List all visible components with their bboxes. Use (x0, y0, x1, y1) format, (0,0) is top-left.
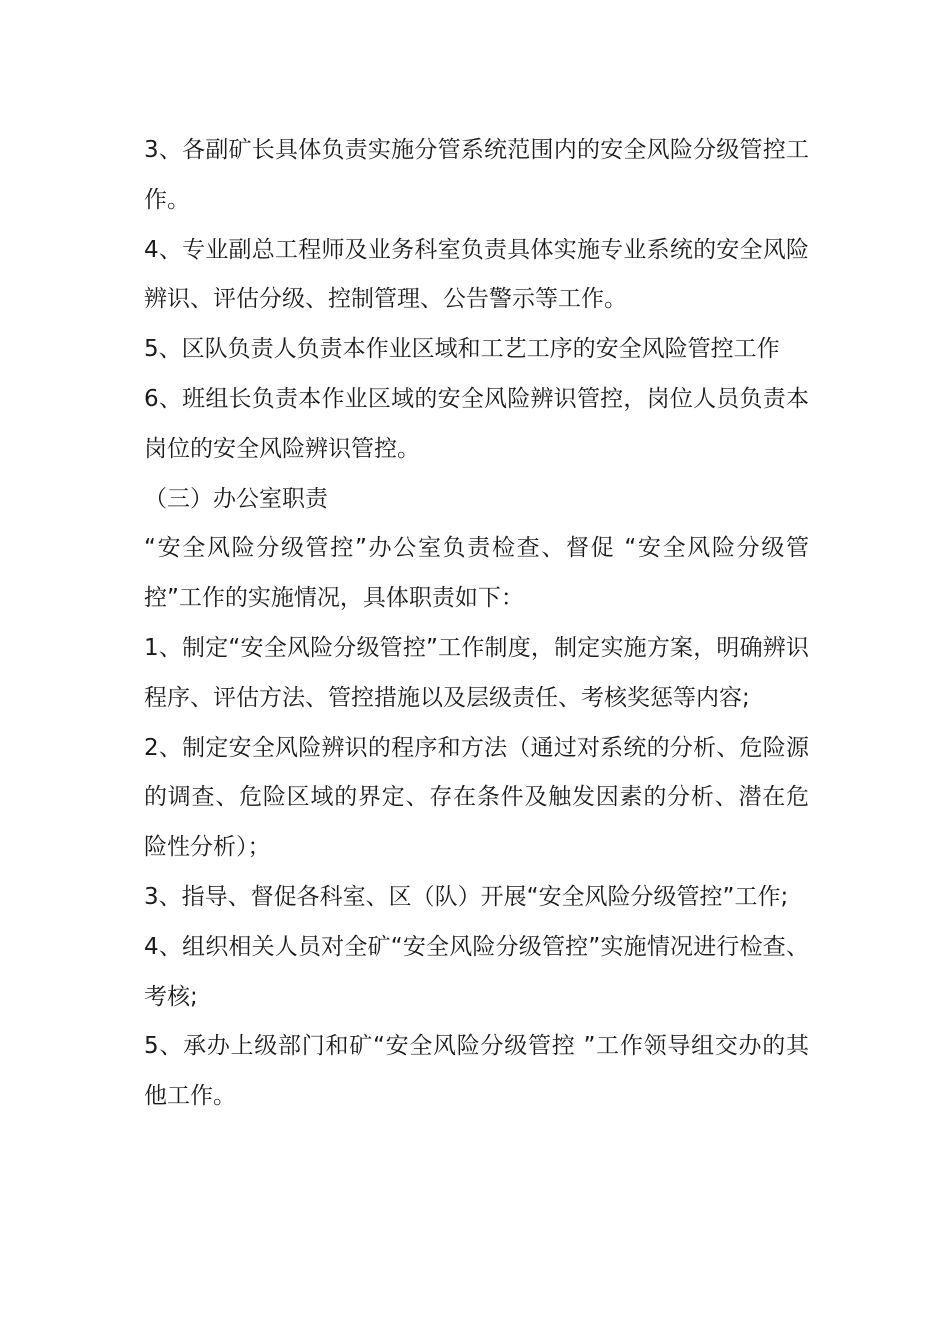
section-heading-office-duties: （三）办公室职责 (144, 485, 328, 512)
paragraph-duty-5: 5、承办上级部门和矿“安全风险分级管控 ”工作领导组交办的其他工作。 (144, 1033, 809, 1110)
paragraph-duty-2: 2、制定安全风险辨识的程序和方法（通过对系统的分析、危险源的调查、危险区域的界定、存在条件及触发因素的分析、潜在危险性分析）； (144, 734, 809, 861)
paragraph-group-leaders: 6、班组长负责本作业区域的安全风险辨识管控，岗位人员负责本岗位的安全风险辨识管控。 (144, 385, 809, 462)
paragraph-duty-4: 4、组织相关人员对全矿“安全风险分级管控”实施情况进行检查、考核; (144, 933, 809, 1010)
paragraph-duty-1: 1、制定“安全风险分级管控”工作制度，制定实施方案，明确辨识程序、评估方法、管控措施以及层级责任、考核奖惩等内容; (144, 634, 809, 711)
paragraph-vice-mine-managers: 3、各副矿长具体负责实施分管系统范围内的安全风险分级管控工作。 (144, 137, 809, 213)
paragraph-deputy-chief-engineers: 4、专业副总工程师及业务科室负责具体实施专业系统的安全风险辨识、评估分级、控制管理、公告警示等工作。 (144, 236, 809, 313)
document-body (144, 126, 809, 1122)
paragraph-team-leaders: 5、区队负责人负责本作业区域和工艺工序的安全风险管控工作 (144, 336, 780, 363)
paragraph-office-intro: “安全风险分级管控”办公室负责检查、督促 “安全风险分级管控”工作的实施情况，具体职责如下： (144, 535, 809, 612)
paragraph-duty-3: 3、指导、督促各科室、区（队）开展“安全风险分级管控”工作; (144, 883, 789, 910)
